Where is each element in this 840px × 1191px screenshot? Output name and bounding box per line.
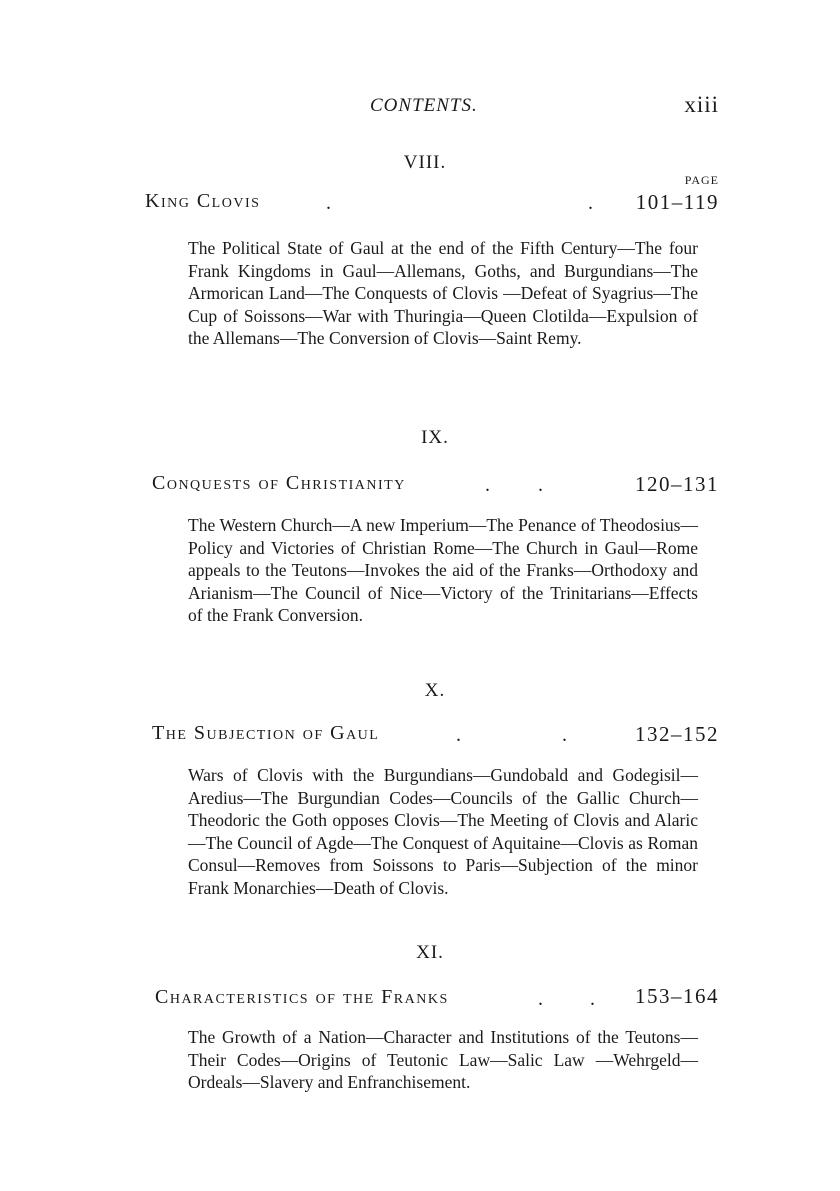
chapter-number: IX. bbox=[421, 427, 449, 448]
chapter-title: King Clovis bbox=[145, 190, 261, 212]
leader-dot: . bbox=[590, 988, 595, 1010]
leader-dot: . bbox=[562, 724, 567, 746]
chapter-summary: The Growth of a Nation—Character and Institutions of the Teutons—Their Codes—Origins of Teutonic Law—Salic Law —Wehrgeld—Ordeals—Slavery and Enfranchisement. bbox=[188, 1027, 698, 1092]
chapter-summary: The Western Church—A new Imperium—The Penance of Theodosius—Policy and Victories of Christian Rome—The Church in Gaul—Rome appeals to the Teutons—Invokes the aid of the Franks—Orthodoxy and Arianism—The Council of Nice—Victory of the Trinitarians—Effects of the Frank Conversion. bbox=[188, 515, 698, 625]
chapter-number: X. bbox=[424, 680, 446, 701]
chapter-number: VIII. bbox=[403, 152, 447, 173]
chapter-pages: 132–152 bbox=[635, 722, 719, 746]
chapter-summary: The Political State of Gaul at the end of the Fifth Century—The four Frank Kingdoms in Gaul—Allemans, Goths, and Burgundians—The Armorican Land—The Conquests of Clovis —Defeat of Syagrius—The Cup of Soissons—War with Thuringia—Queen Clotilda—Expulsion of the Allemans—The Conversion of Clovis—Saint Remy. bbox=[188, 238, 698, 348]
chapter-summary: Wars of Clovis with the Burgundians—Gundobald and Godegisil—Aredius—The Burgundian Codes—Councils of the Gallic Church—Theodoric the Goth opposes Clovis—The Meeting of Clovis and Alaric—The Council of Agde—The Conquest of Aquitaine—Clovis as Roman Consul—Removes from Soissons to Paris—Subjection of the minor Frank Monarchies—Death of Clovis. bbox=[188, 765, 698, 898]
page-column-label: PAGE bbox=[684, 173, 719, 187]
leader-dot: . bbox=[588, 192, 593, 214]
chapter-title: Conquests of Christianity bbox=[152, 472, 406, 494]
leader-dot: . bbox=[485, 474, 490, 496]
leader-dot: . bbox=[538, 474, 543, 496]
chapter-pages: 101–119 bbox=[635, 190, 719, 214]
page-number: xiii bbox=[684, 92, 719, 117]
chapter-number: XI. bbox=[416, 942, 444, 963]
chapter-pages: 120–131 bbox=[635, 472, 719, 496]
leader-dot: . bbox=[538, 988, 543, 1010]
chapter-title: Characteristics of the Franks bbox=[155, 986, 449, 1008]
chapter-pages: 153–164 bbox=[635, 984, 719, 1008]
running-head: CONTENTS. bbox=[370, 95, 478, 116]
chapter-title: The Subjection of Gaul bbox=[152, 722, 380, 744]
leader-dot: . bbox=[326, 192, 331, 214]
leader-dot: . bbox=[456, 724, 461, 746]
